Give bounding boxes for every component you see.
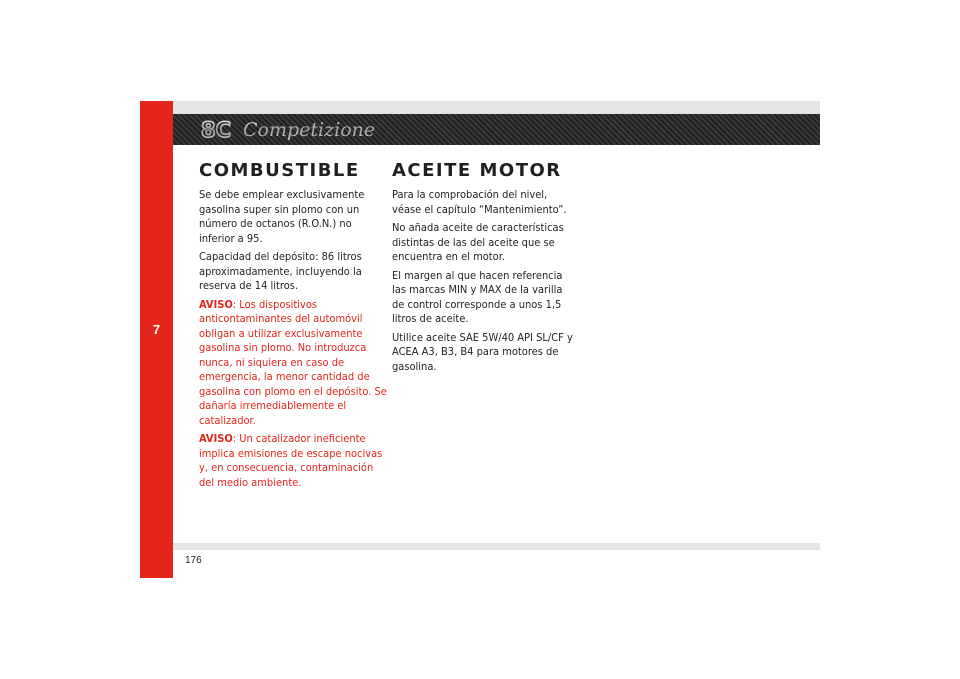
aceite-paragraph-3: El margen al que hacen referencia las marcas MIN y MAX de la varilla de control corresponde a unos 1,5 litros de aceite. [392,268,563,325]
aceite-paragraph-1: Para la comprobación del nivel, véase el capítulo “Mantenimiento”. [392,188,567,216]
brand-logo-part2: Competizione [243,119,376,141]
aceite-paragraph-4: Utilice aceite SAE 5W/40 API SL/CF y ACEA A3, B3, B4 para motores de gasolina. [392,330,573,373]
aceite-paragraph-2: No añada aceite de características distintas de las del aceite que se encuentra en el motor. [392,221,564,263]
combustible-paragraph-1: Se debe emplear exclusivamente gasolina super sin plomo con un número de octanos (R.O.N.) no inferior a 95. [199,188,365,245]
header-strip [173,101,820,114]
warning-2-text: : Un catalizador ineficiente implica emisiones de escape nocivas y, en consecuencia, contaminación del medio ambiente. [199,432,383,489]
brand-logo [199,117,389,142]
combustible-paragraph-2: Capacidad del depósito: 86 litros aproximadamente, incluyendo la reserva de 14 litros. [199,250,362,292]
combustible-title: COMBUSTIBLE [199,160,360,181]
chapter-tab [140,101,173,578]
footer-strip [173,543,820,550]
aceite-title: ACEITE MOTOR [392,160,562,181]
warning-2-label: AVISO [199,432,233,445]
warning-1 [199,298,387,429]
page-number: 176 [185,555,202,566]
chapter-number: 7 [152,322,161,337]
aceite-section [392,161,574,378]
warning-1-text: : Los dispositivos anticontaminantes del automóvil obligan a utilizar exclusivamente gasolina sin plomo. No introduzca nunca, ni siquiera en caso de emergencia, la menor cantidad de gasolina con plomo en el depósito. Se dañaría irremediablemente el catalizador. [199,297,387,427]
warning-1-label: AVISO [199,297,233,311]
combustible-section [199,161,387,494]
warning-2 [199,432,387,490]
brand-logo-part1: 8C [201,118,232,142]
